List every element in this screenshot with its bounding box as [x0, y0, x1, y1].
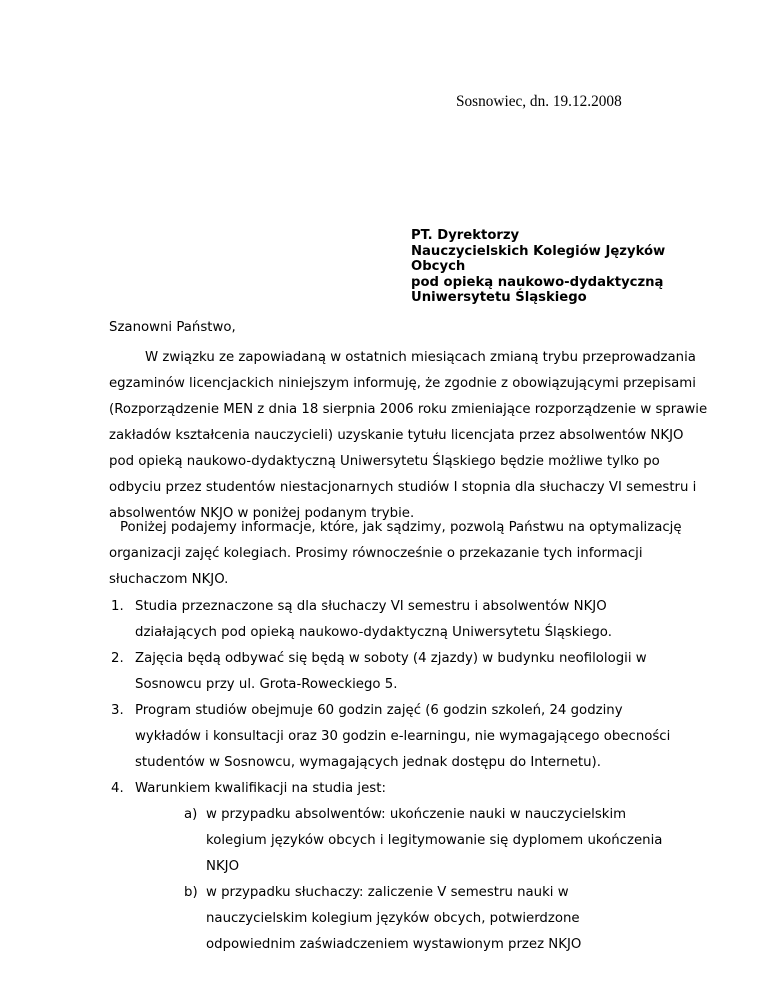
list-item-line: działających pod opieką naukowo-dydaktyczną Uniwersytetu Śląskiego.	[135, 625, 612, 640]
paragraph-line: W związku ze zapowiadaną w ostatnich miesiącach zmianą trybu przeprowadzania	[145, 350, 696, 365]
sublist-item-line: NKJO	[206, 859, 240, 874]
list-item-line: Warunkiem kwalifikacji na studia jest:	[135, 781, 386, 796]
sublist-item-letter: a)	[184, 807, 198, 822]
list-item-line: Zajęcia będą odbywać się będą w soboty (4 zjazdy) w budynku neofilologii w	[135, 651, 647, 666]
list-item-number: 3.	[111, 703, 124, 718]
recipient-line: Nauczycielskich Kolegiów Języków	[411, 243, 666, 259]
paragraph-info	[109, 515, 682, 593]
list-item-line: studentów w Sosnowcu, wymagających jednak dostępu do Internetu).	[135, 755, 601, 770]
list-item-number: 2.	[111, 651, 124, 666]
recipient-block	[411, 228, 731, 306]
sublist-item-line: odpowiednim zaświadczeniem wystawionym przez NKJO	[206, 937, 582, 952]
paragraph-line: słuchaczom NKJO.	[109, 572, 229, 587]
paragraph-line: odbyciu przez studentów niestacjonarnych studiów I stopnia dla słuchaczy VI semestru i	[109, 480, 697, 495]
list-item-number: 1.	[111, 599, 124, 614]
paragraph-line: pod opieką naukowo-dydaktyczną Uniwersytetu Śląskiego będzie możliwe tylko po	[109, 454, 660, 469]
paragraph-intro	[109, 345, 708, 527]
list-item-line: Program studiów obejmuje 60 godzin zajęć (6 godzin szkoleń, 24 godziny	[135, 703, 623, 718]
paragraph-line: (Rozporządzenie MEN z dnia 18 sierpnia 2006 roku zmieniające rozporządzenie w sprawie	[109, 402, 708, 417]
paragraph-line: egzaminów licencjackich niniejszym informuję, że zgodnie z obowiązującymi przepisami	[109, 376, 696, 391]
recipient-line: Uniwersytetu Śląskiego	[411, 290, 587, 306]
list-item-line: Studia przeznaczone są dla słuchaczy VI semestru i absolwentów NKJO	[135, 599, 607, 614]
recipient-line: Obcych	[411, 259, 466, 275]
list-item-line: Sosnowcu przy ul. Grota-Roweckiego 5.	[135, 677, 398, 692]
paragraph-line: absolwentów NKJO w poniżej podanym trybie.	[109, 506, 415, 521]
sublist-item-line: w przypadku absolwentów: ukończenie nauki w nauczycielskim	[206, 807, 627, 822]
salutation: Szanowni Państwo,	[109, 320, 236, 335]
sublist-item-line: kolegium języków obcych i legitymowanie się dyplomem ukończenia	[206, 833, 663, 848]
sublist-item-line: nauczycielskim kolegium języków obcych, potwierdzone	[206, 911, 580, 926]
list-item-line: wykładów i konsultacji oraz 30 godzin e-learningu, nie wymagającego obecności	[135, 729, 671, 744]
recipient-line: PT. Dyrektorzy	[411, 228, 520, 243]
dateline: Sosnowiec, dn. 19.12.2008	[456, 93, 622, 110]
list-item-number: 4.	[111, 781, 124, 796]
paragraph-line: organizacji zajęć kolegiach. Prosimy równocześnie o przekazanie tych informacji	[109, 546, 643, 561]
paragraph-line: Poniżej podajemy informacje, które, jak sądzimy, pozwolą Państwu na optymalizację	[120, 520, 682, 535]
sublist-item-line: w przypadku słuchaczy: zaliczenie V semestru nauki w	[206, 885, 569, 900]
paragraph-line: zakładów kształcenia nauczycieli) uzyskanie tytułu licencjata przez absolwentów NKJO	[109, 428, 684, 443]
recipient-line: pod opieką naukowo-dydaktyczną	[411, 274, 664, 290]
sublist-item-letter: b)	[184, 885, 198, 900]
